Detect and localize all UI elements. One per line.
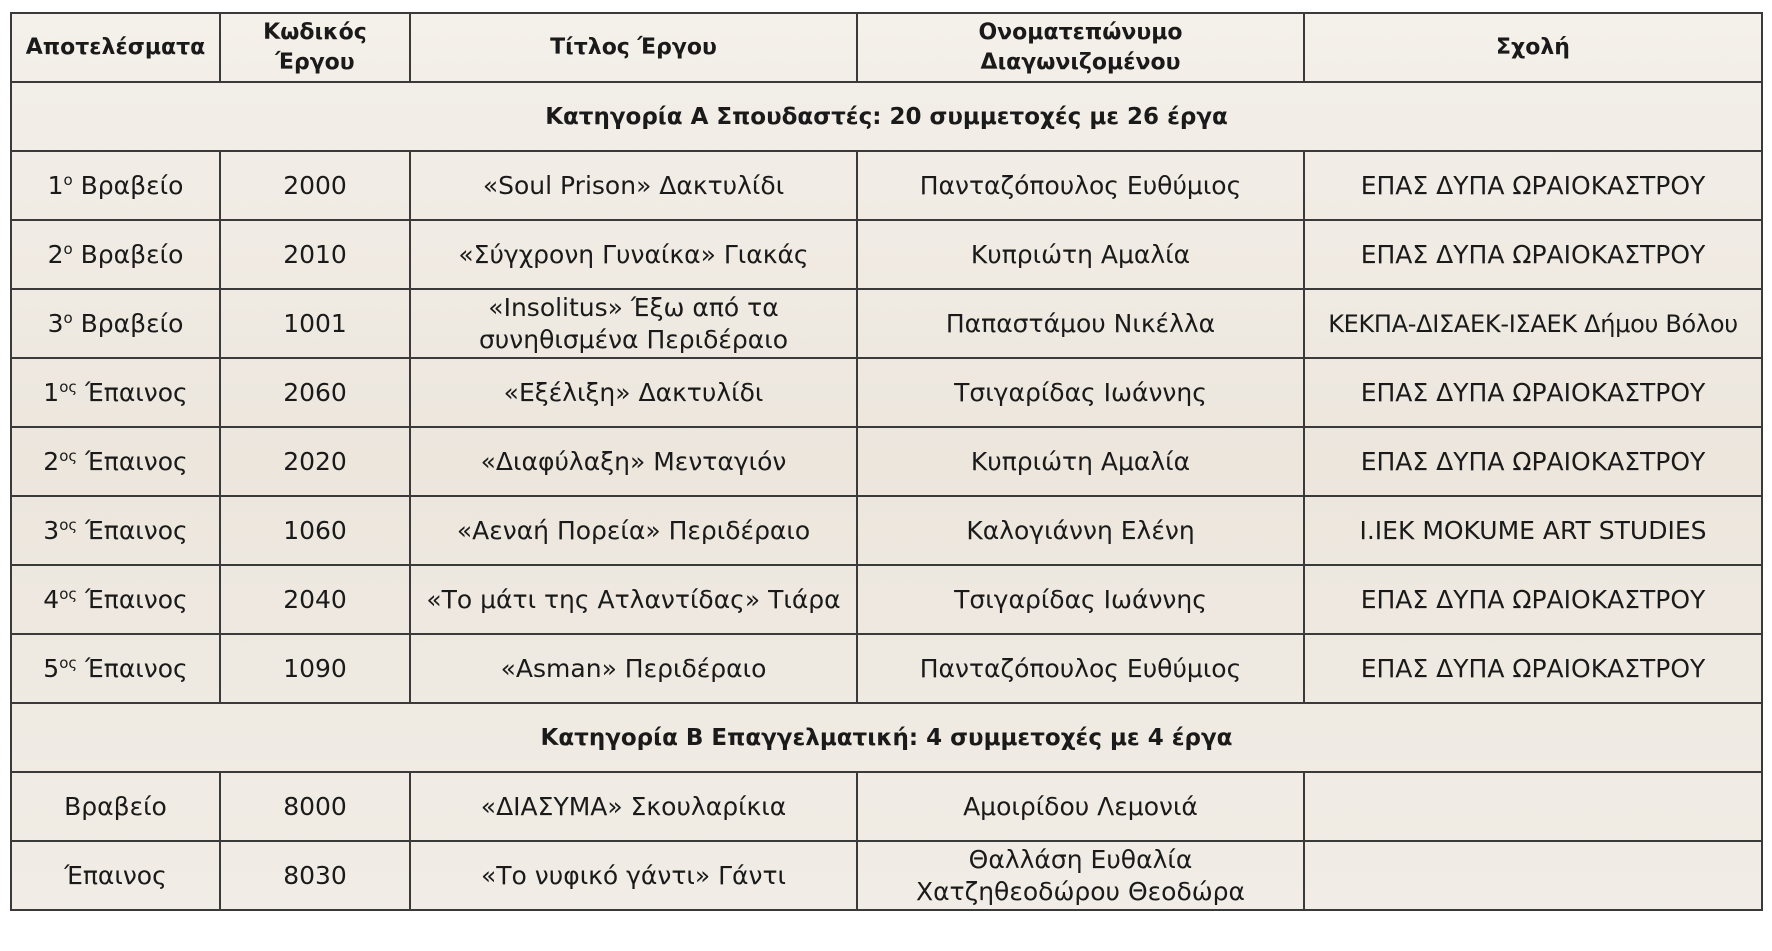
results-table (10, 12, 1763, 911)
title-line2: συνηθισμένα Περιδέραιο (478, 324, 789, 354)
header-code (220, 13, 410, 82)
result-cell (11, 496, 220, 565)
result-ordinal: ος (59, 446, 78, 465)
code-cell: 8030 (220, 841, 410, 910)
code-cell: 1001 (220, 289, 410, 358)
result-word: Έπαινος (85, 584, 188, 614)
contestant-cell (857, 841, 1304, 910)
category-a-row (11, 82, 1762, 151)
contestant-cell: Καλογιάννη Ελένη (857, 496, 1304, 565)
result-cell (11, 427, 220, 496)
result-ordinal: ο (63, 170, 73, 189)
title-cell (410, 289, 857, 358)
title-cell: «Το μάτι της Ατλαντίδας» Τιάρα (410, 565, 857, 634)
result-cell (11, 151, 220, 220)
header-contestant-line2: Διαγωνιζομένου (980, 49, 1181, 75)
school-cell: ΕΠΑΣ ΔΥΠΑ ΩΡΑΙΟΚΑΣΤΡΟΥ (1304, 151, 1762, 220)
header-contestant (857, 13, 1304, 82)
result-number: 2 (47, 239, 64, 269)
result-cell (11, 358, 220, 427)
school-cell: Ι.ΙΕΚ MOKUME ART STUDIES (1304, 496, 1762, 565)
header-results: Αποτελέσματα (11, 13, 220, 82)
code-cell: 2020 (220, 427, 410, 496)
result-cell (11, 634, 220, 703)
result-ordinal: ο (63, 308, 73, 327)
contestant-cell: Κυπριώτη Αμαλία (857, 427, 1304, 496)
result-word: Έπαινος (85, 446, 188, 476)
code-cell: 2010 (220, 220, 410, 289)
table-row (11, 496, 1762, 565)
contestant-cell: Τσιγαρίδας Ιωάννης (857, 358, 1304, 427)
result-number: 4 (43, 584, 60, 614)
result-ordinal: ος (59, 653, 78, 672)
code-cell: 1060 (220, 496, 410, 565)
result-word: Έπαινος (85, 377, 188, 407)
code-cell: 2040 (220, 565, 410, 634)
code-cell: 1090 (220, 634, 410, 703)
school-cell (1304, 772, 1762, 841)
result-word: Έπαινος (85, 515, 188, 545)
school-cell (1304, 841, 1762, 910)
result-ordinal: ος (59, 584, 78, 603)
result-number: 2 (43, 446, 60, 476)
title-cell: «Asman» Περιδέραιο (410, 634, 857, 703)
results-table-container (10, 12, 1761, 911)
result-number: 3 (47, 308, 64, 338)
table-row (11, 427, 1762, 496)
school-cell: ΚΕΚΠΑ-ΔΙΣΑΕΚ-ΙΣΑΕΚ Δήμου Βόλου (1304, 289, 1762, 358)
result-ordinal: ος (59, 377, 78, 396)
category-b-row (11, 703, 1762, 772)
contestant-cell: Αμοιρίδου Λεμονιά (857, 772, 1304, 841)
contestant-cell: Παπαστάμου Νικέλλα (857, 289, 1304, 358)
school-cell: ΕΠΑΣ ΔΥΠΑ ΩΡΑΙΟΚΑΣΤΡΟΥ (1304, 634, 1762, 703)
result-cell (11, 565, 220, 634)
contestant-line2: Χατζηθεοδώρου Θεοδώρα (915, 876, 1246, 906)
table-row (11, 358, 1762, 427)
header-contestant-line1: Ονοματεπώνυμο (978, 19, 1183, 45)
title-cell: «ΔΙΑΣΥΜΑ» Σκουλαρίκια (410, 772, 857, 841)
title-cell: «Εξέλιξη» Δακτυλίδι (410, 358, 857, 427)
title-cell: «Soul Prison» Δακτυλίδι (410, 151, 857, 220)
table-row (11, 772, 1762, 841)
result-ordinal: ο (63, 239, 73, 258)
result-word: Βραβείο (80, 170, 184, 200)
code-cell: 8000 (220, 772, 410, 841)
result-number: 5 (43, 653, 60, 683)
result-number: 1 (47, 170, 64, 200)
table-row (11, 841, 1762, 910)
header-code-line2: Έργου (275, 49, 355, 75)
result-cell: Έπαινος (11, 841, 220, 910)
contestant-cell: Πανταζόπουλος Ευθύμιος (857, 634, 1304, 703)
result-number: 3 (43, 515, 60, 545)
contestant-line1: Θαλλάση Ευθαλία (968, 844, 1193, 874)
result-ordinal: ος (59, 515, 78, 534)
school-cell: ΕΠΑΣ ΔΥΠΑ ΩΡΑΙΟΚΑΣΤΡΟΥ (1304, 565, 1762, 634)
title-cell: «Σύγχρονη Γυναίκα» Γιακάς (410, 220, 857, 289)
contestant-cell: Τσιγαρίδας Ιωάννης (857, 565, 1304, 634)
school-cell: ΕΠΑΣ ΔΥΠΑ ΩΡΑΙΟΚΑΣΤΡΟΥ (1304, 220, 1762, 289)
result-word: Βραβείο (80, 239, 184, 269)
table-row (11, 220, 1762, 289)
school-cell: ΕΠΑΣ ΔΥΠΑ ΩΡΑΙΟΚΑΣΤΡΟΥ (1304, 427, 1762, 496)
result-cell (11, 289, 220, 358)
title-cell: «Αεναή Πορεία» Περιδέραιο (410, 496, 857, 565)
code-cell: 2060 (220, 358, 410, 427)
header-code-line1: Κωδικός (263, 19, 367, 45)
result-number: 1 (43, 377, 60, 407)
title-line1: «Insolitus» Έξω από τα (488, 292, 779, 322)
table-row (11, 151, 1762, 220)
table-row (11, 289, 1762, 358)
result-word: Έπαινος (85, 653, 188, 683)
result-cell (11, 220, 220, 289)
result-cell: Βραβείο (11, 772, 220, 841)
table-row (11, 565, 1762, 634)
code-cell: 2000 (220, 151, 410, 220)
contestant-cell: Πανταζόπουλος Ευθύμιος (857, 151, 1304, 220)
school-cell: ΕΠΑΣ ΔΥΠΑ ΩΡΑΙΟΚΑΣΤΡΟΥ (1304, 358, 1762, 427)
header-title: Τίτλος Έργου (410, 13, 857, 82)
category-b-label: Κατηγορία Β Επαγγελματική: 4 συμμετοχές με 4 έργα (11, 703, 1762, 772)
table-row (11, 634, 1762, 703)
title-cell: «Διαφύλαξη» Μενταγιόν (410, 427, 857, 496)
header-row (11, 13, 1762, 82)
title-cell: «Το νυφικό γάντι» Γάντι (410, 841, 857, 910)
result-word: Βραβείο (80, 308, 184, 338)
contestant-cell: Κυπριώτη Αμαλία (857, 220, 1304, 289)
header-school: Σχολή (1304, 13, 1762, 82)
category-a-label: Κατηγορία Α Σπουδαστές: 20 συμμετοχές με 26 έργα (11, 82, 1762, 151)
